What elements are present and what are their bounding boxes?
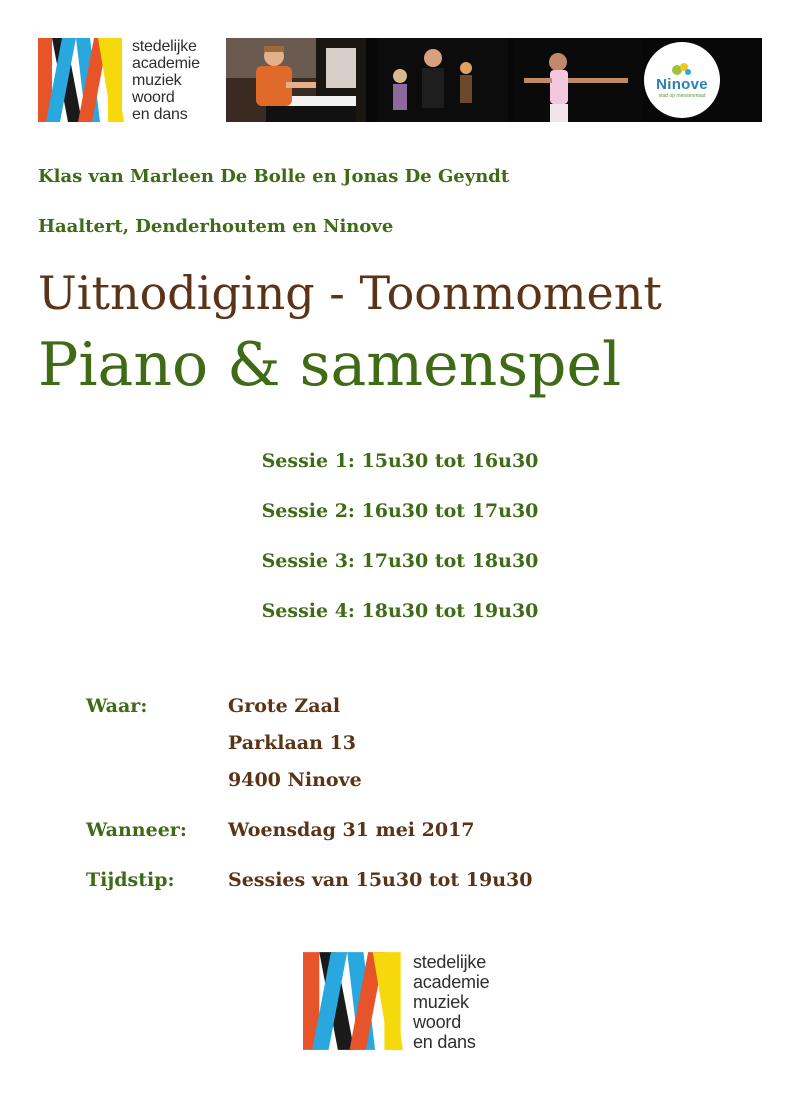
academy-logo-mark-icon (303, 952, 403, 1050)
where-street: Parklaan 13 (228, 732, 356, 754)
dancer-photo (514, 38, 642, 122)
invitation-title: Uitnodiging - Toonmoment (38, 266, 662, 320)
academy-logo-top (38, 38, 200, 123)
logo-line: en dans (413, 1032, 476, 1052)
logo-line: academie (413, 972, 490, 992)
academy-logo-text (413, 952, 489, 1052)
session-item: Sessie 3: 17u30 tot 18u30 (261, 550, 539, 572)
when-value: Woensdag 31 mei 2017 (228, 819, 475, 841)
time-value: Sessies van 15u30 tot 19u30 (228, 869, 533, 891)
logo-line: academie (132, 55, 200, 72)
piano-boy-photo (226, 38, 366, 122)
logo-line: en dans (132, 106, 188, 123)
class-line: Klas van Marleen De Bolle en Jonas De Geyndt (38, 166, 510, 187)
puppet-show-photo (378, 38, 508, 122)
ninove-logo-text: Ninove (656, 75, 708, 93)
session-item: Sessie 4: 18u30 tot 19u30 (261, 600, 539, 622)
logo-line: stedelijke (132, 38, 197, 55)
session-item: Sessie 2: 16u30 tot 17u30 (261, 500, 539, 522)
ninove-tagline: stad op mensenmaat (658, 92, 706, 99)
ninove-logo (644, 42, 720, 118)
event-title: Piano & samenspel (38, 330, 622, 400)
locations-line: Haaltert, Denderhoutem en Ninove (38, 216, 394, 237)
logo-line: woord (132, 89, 175, 106)
logo-line: muziek (132, 72, 182, 89)
academy-logo-bottom (303, 952, 489, 1052)
logo-line: woord (413, 1012, 462, 1032)
when-label: Wanneer: (86, 819, 187, 841)
logo-line: stedelijke (413, 952, 487, 972)
session-item: Sessie 1: 15u30 tot 16u30 (261, 450, 539, 472)
ninove-logo-dots-icon (671, 62, 693, 76)
where-label: Waar: (86, 695, 148, 717)
time-label: Tijdstip: (86, 869, 175, 891)
where-city: 9400 Ninove (228, 769, 362, 791)
where-venue: Grote Zaal (228, 695, 341, 717)
academy-logo-text (132, 38, 200, 123)
academy-logo-mark-icon (38, 38, 124, 122)
photo-banner (226, 38, 762, 122)
logo-line: muziek (413, 992, 469, 1012)
